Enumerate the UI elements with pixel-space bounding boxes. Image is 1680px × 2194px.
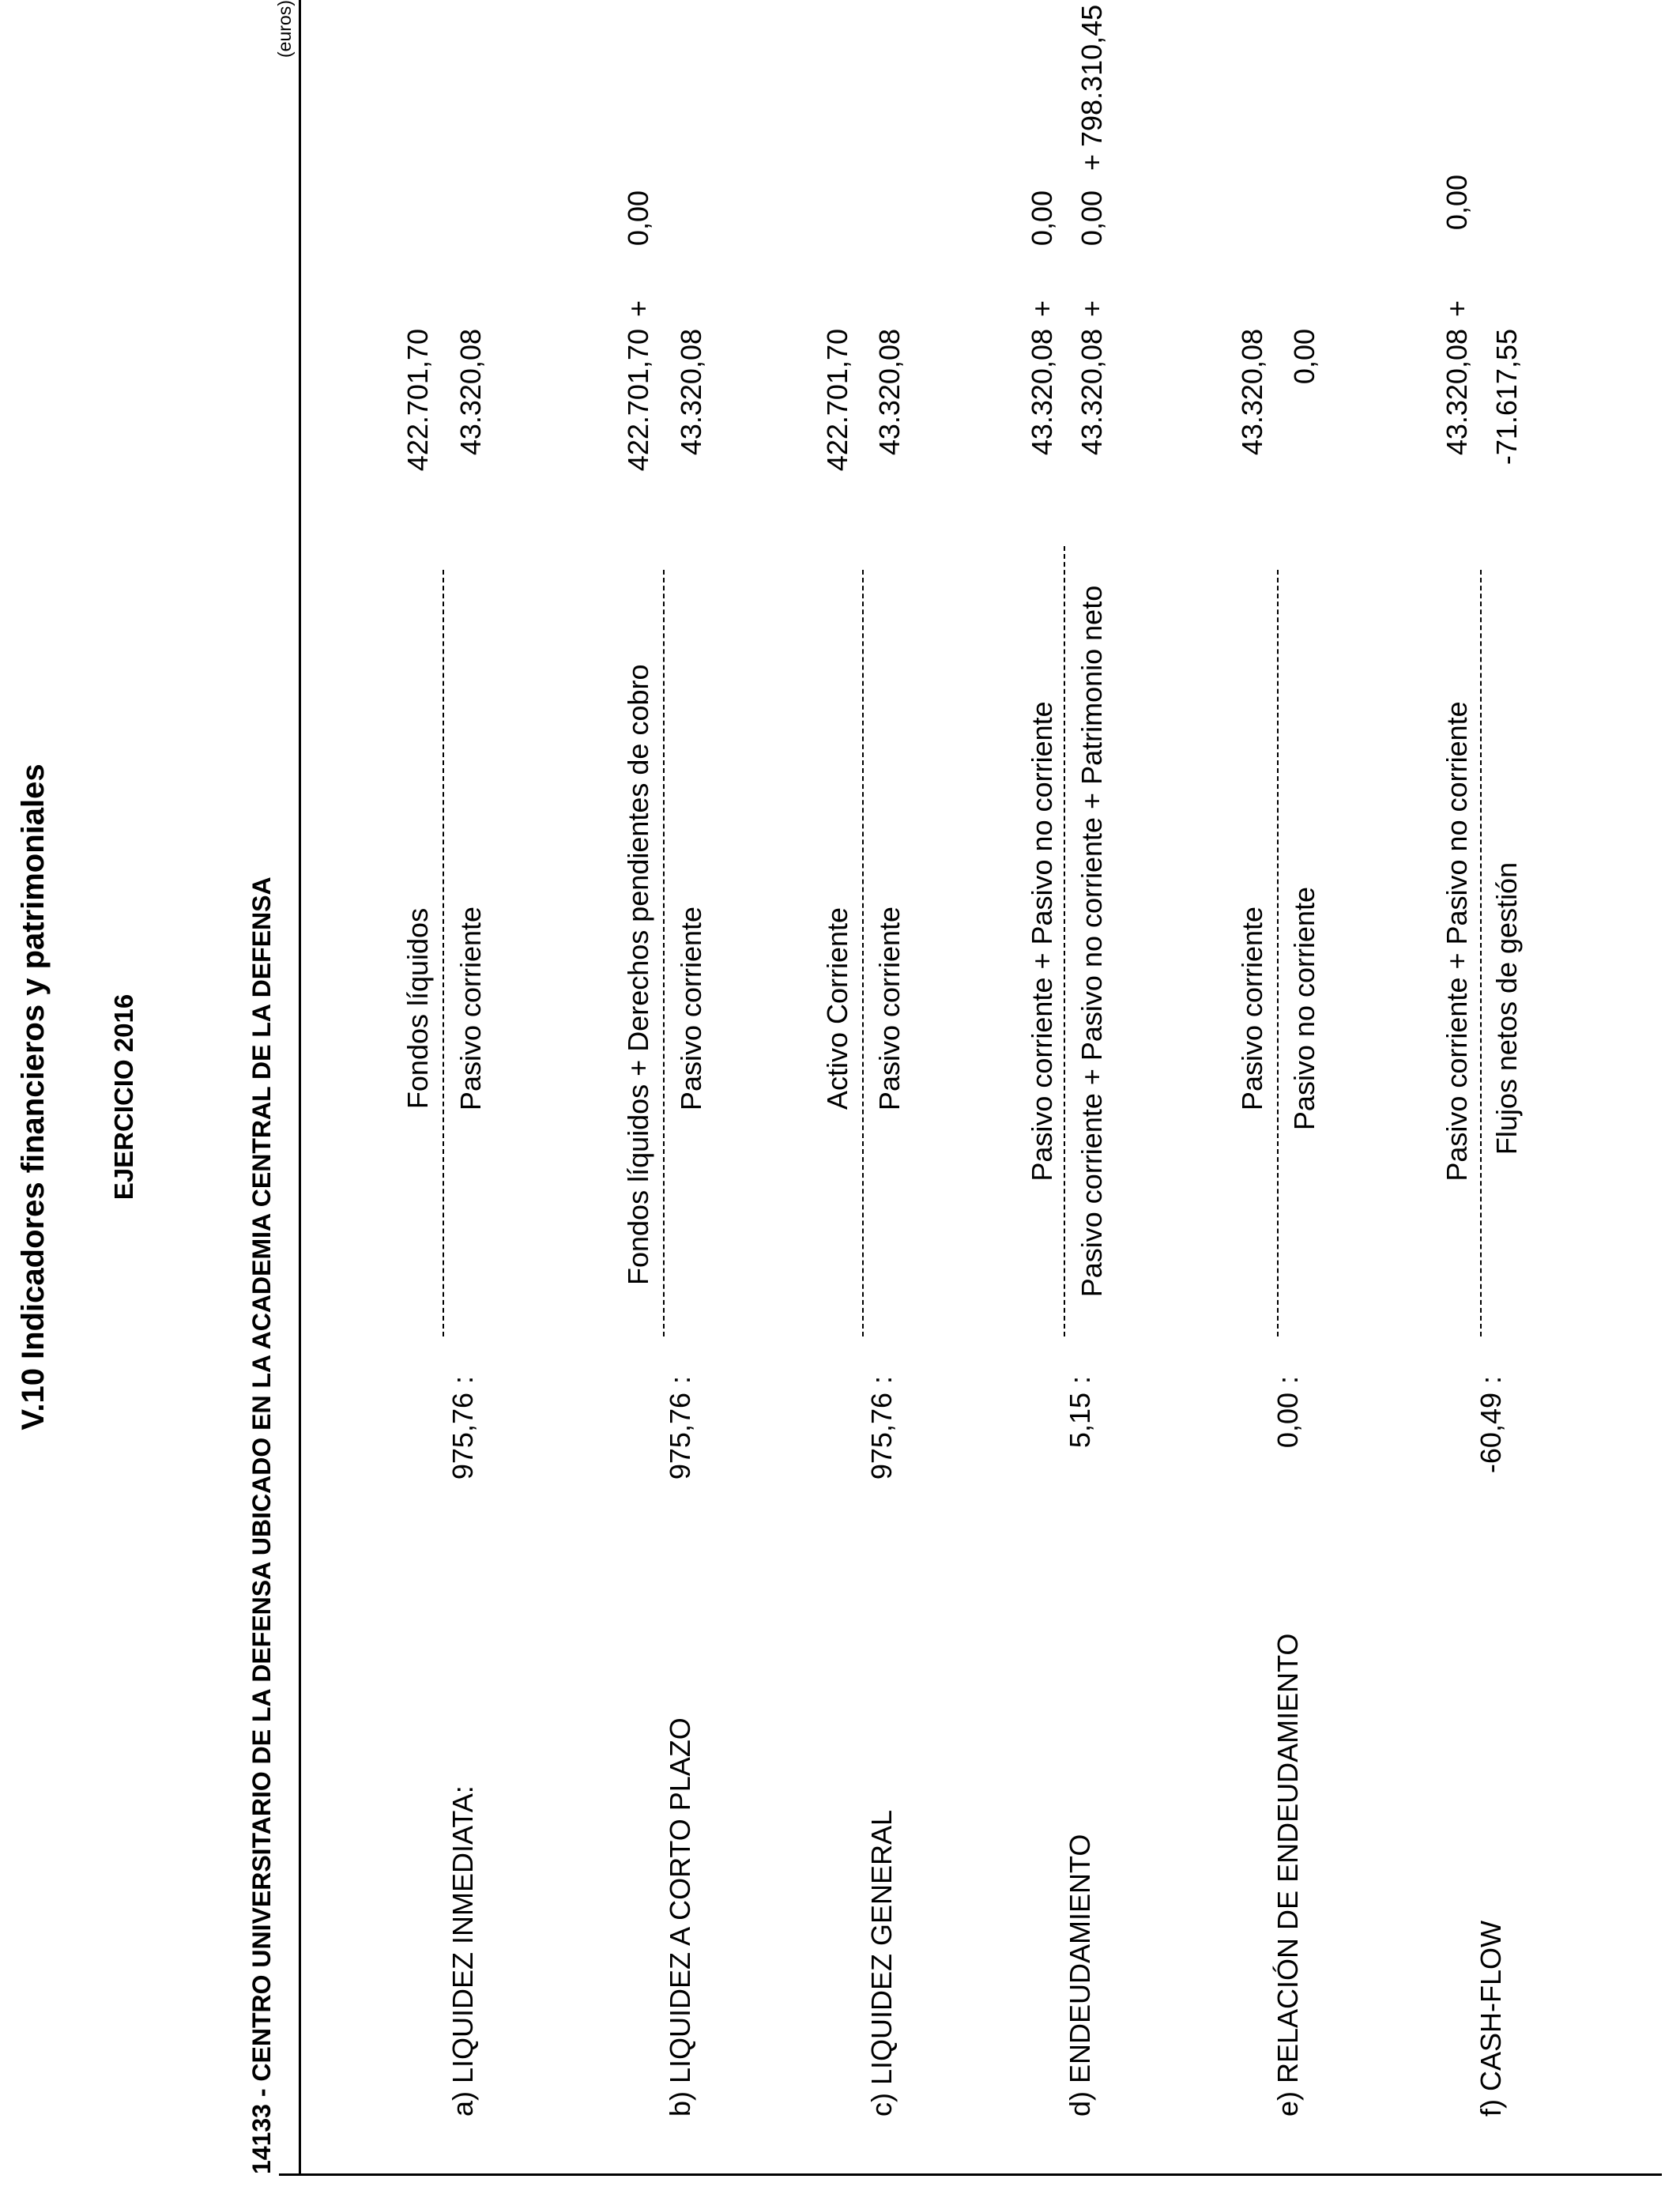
- denominator-value: 43.320,08: [454, 329, 487, 456]
- denominator-value: -71.617,55: [1490, 329, 1523, 466]
- indicator-colon: :: [865, 1375, 898, 1384]
- indicator-label: f) CASH-FLOW: [1475, 1921, 1507, 2117]
- numerator-value: 43.320,08: [1026, 329, 1058, 456]
- left-rule: [279, 2173, 1662, 2176]
- numerator-value: 43.320,08: [1441, 329, 1473, 456]
- indicator-label: b) LIQUIDEZ A CORTO PLAZO: [664, 1717, 696, 2117]
- denominator-text: Pasivo corriente: [454, 906, 487, 1111]
- fraction-line: [1480, 570, 1482, 1336]
- indicator-label: d) ENDEUDAMIENTO: [1064, 1834, 1096, 2117]
- denominator-value-2: 0,00: [1075, 190, 1108, 247]
- numerator-value-2: 0,00: [1026, 190, 1058, 247]
- numerator-value: 43.320,08: [1236, 329, 1268, 456]
- fraction-line: [443, 570, 444, 1336]
- indicator-label: e) RELACIÓN DE ENDEUDAMIENTO: [1271, 1633, 1304, 2117]
- numerator-text: Pasivo corriente + Pasivo no corriente: [1026, 701, 1058, 1182]
- plus-sign: +: [1075, 300, 1108, 317]
- indicator-value: 0,00: [1271, 1393, 1304, 1449]
- denominator-text: Pasivo corriente: [873, 906, 906, 1111]
- numerator-value: 422.701,70: [821, 329, 853, 472]
- denominator-text: Pasivo corriente: [675, 906, 707, 1111]
- denominator-value: 43.320,08: [675, 329, 707, 456]
- indicator-value: 975,76: [446, 1393, 479, 1480]
- numerator-text: Activo Corriente: [821, 907, 853, 1110]
- numerator-text: Pasivo corriente: [1236, 906, 1268, 1111]
- indicator-value: 975,76: [664, 1393, 696, 1480]
- denominator-value: 43.320,08: [1075, 329, 1108, 456]
- fraction-line: [1064, 546, 1065, 1336]
- numerator-value: 422.701,70: [622, 329, 654, 472]
- denominator-text: Flujos netos de gestión: [1490, 861, 1523, 1155]
- plus-sign: +: [622, 300, 654, 317]
- indicator-label: c) LIQUIDEZ GENERAL: [865, 1809, 898, 2117]
- numerator-text: Fondos líquidos: [401, 907, 434, 1110]
- indicator-colon: :: [446, 1375, 479, 1384]
- plus-sign: +: [1441, 300, 1473, 317]
- indicator-value: 5,15: [1064, 1393, 1096, 1449]
- organization-heading: 14133 - CENTRO UNIVERSITARIO DE LA DEFENSA UBICADO EN LA ACADEMIA CENTRAL DE LA DEFENSA: [247, 876, 276, 2174]
- denominator-value-3: 798.310,45: [1075, 4, 1108, 147]
- page-title: V.10 Indicadores financieros y patrimoniales: [16, 763, 51, 1431]
- indicator-colon: :: [664, 1375, 696, 1384]
- numerator-text: Fondos líquidos + Derechos pendientes de cobro: [622, 664, 654, 1285]
- plus-sign: +: [1026, 300, 1058, 317]
- denominator-text: Pasivo corriente + Pasivo no corriente + Patrimonio neto: [1075, 585, 1108, 1298]
- fraction-line: [1277, 570, 1279, 1336]
- denominator-value: 0,00: [1288, 329, 1320, 385]
- numerator-text: Pasivo corriente + Pasivo no corriente: [1441, 701, 1473, 1182]
- denominator-text: Pasivo no corriente: [1288, 886, 1320, 1131]
- fraction-line: [663, 570, 665, 1336]
- numerator-value-2: 0,00: [1441, 175, 1473, 231]
- indicator-colon: :: [1271, 1375, 1304, 1384]
- indicator-value: -60,49: [1475, 1393, 1507, 1474]
- indicator-value: 975,76: [865, 1393, 898, 1480]
- exercise-heading: EJERCICIO 2016: [109, 993, 138, 1201]
- numerator-value-2: 0,00: [622, 190, 654, 247]
- plus-sign: +: [1075, 153, 1108, 171]
- indicator-colon: :: [1064, 1375, 1096, 1384]
- indicator-colon: :: [1475, 1375, 1507, 1384]
- indicator-label: a) LIQUIDEZ INMEDIATA:: [446, 1785, 479, 2117]
- currency-note: (euros): [274, 0, 295, 58]
- denominator-value: 43.320,08: [873, 329, 906, 456]
- fraction-line: [862, 570, 864, 1336]
- numerator-value: 422.701,70: [401, 329, 434, 472]
- header-rule: [299, 0, 301, 2176]
